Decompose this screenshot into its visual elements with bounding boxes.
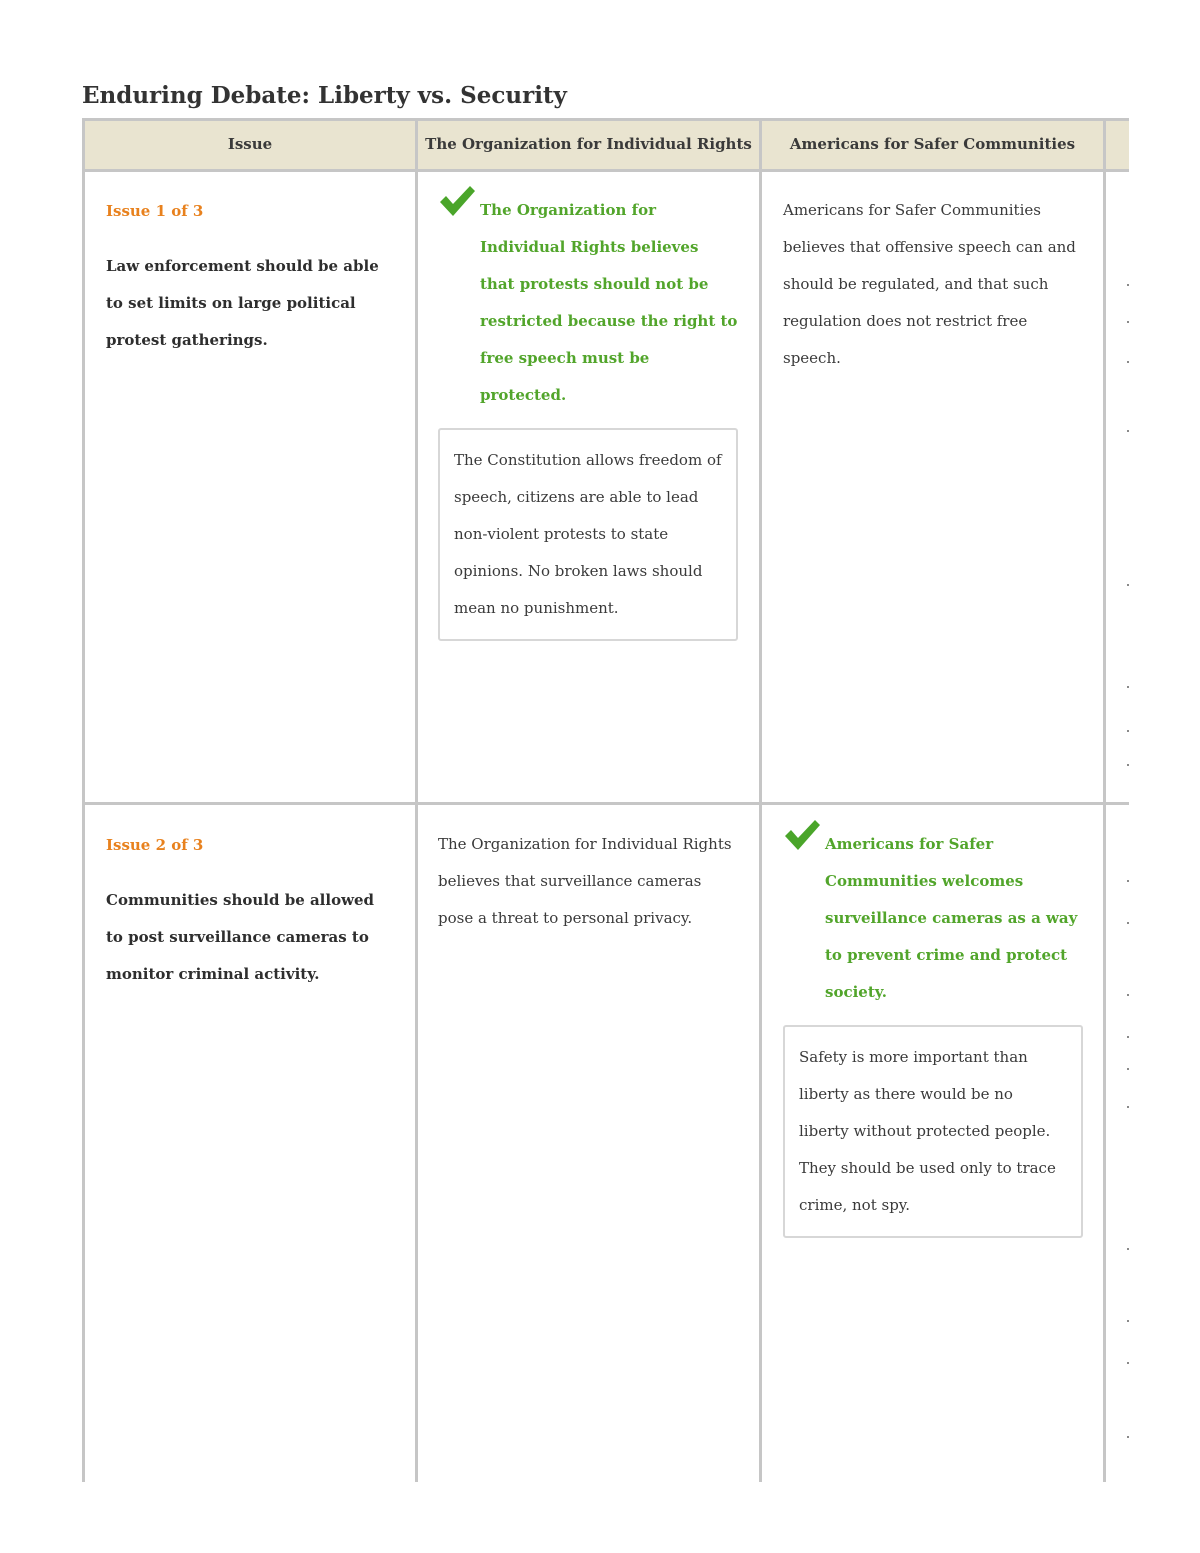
grid-line	[759, 118, 762, 1482]
issue-number: Issue 1 of 3	[106, 202, 204, 220]
header-issue: Issue	[227, 135, 273, 153]
debate-table	[82, 118, 1129, 1482]
cutoff-text-fragment	[1127, 321, 1129, 323]
cutoff-text-fragment	[1127, 1248, 1129, 1250]
cutoff-text-fragment	[1127, 994, 1129, 996]
response-box	[783, 1025, 1083, 1238]
response-text: The Constitution allows freedom of speech, citizens are able to lead non-violent protests to state opinions. No broken laws should mean no punishment.	[454, 451, 722, 617]
grid-line	[82, 118, 85, 1482]
grid-line	[82, 802, 1129, 805]
issue-statement: Law enforcement should be able to set limits on large political protest gatherings.	[106, 257, 379, 349]
position-text: The Organization for Individual Rights believes that surveillance cameras pose a threat to personal privacy.	[438, 835, 732, 927]
grid-line	[415, 118, 418, 1482]
issue-number: Issue 2 of 3	[106, 836, 204, 854]
selected-answer[interactable]	[438, 192, 738, 414]
cutoff-text-fragment	[1127, 1068, 1129, 1070]
cutoff-text-fragment	[1127, 922, 1129, 924]
response-text: Safety is more important than liberty as there would be no liberty without protected people. They should be used only to trace crime, not spy.	[799, 1048, 1056, 1214]
row2-org-cell[interactable]	[438, 826, 738, 937]
cutoff-text-fragment	[1127, 686, 1129, 688]
cutoff-text-fragment	[1127, 584, 1129, 586]
grid-line	[82, 118, 1129, 121]
row2-asc-cell[interactable]	[783, 826, 1083, 1238]
issue-statement: Communities should be allowed to post surveillance cameras to monitor criminal activity.	[106, 891, 375, 983]
cutoff-text-fragment	[1127, 880, 1129, 882]
cutoff-text-fragment	[1127, 730, 1129, 732]
grid-line	[1103, 118, 1106, 1482]
grid-line	[82, 169, 1129, 172]
position-text: Americans for Safer Communities believes that offensive speech can and should be regulated, and that such regulation does not restrict free speech.	[783, 201, 1076, 367]
cutoff-text-fragment	[1127, 361, 1129, 363]
cutoff-text-fragment	[1127, 1106, 1129, 1108]
cutoff-text-fragment	[1127, 764, 1129, 766]
row1-issue-cell	[106, 202, 396, 359]
row2-issue-cell	[106, 836, 396, 993]
cutoff-text-fragment	[1127, 1362, 1129, 1364]
checkmark-icon	[783, 818, 821, 852]
position-text: Americans for Safer Communities welcomes surveillance cameras as a way to prevent crime and protect society.	[825, 835, 1078, 1001]
row1-org-cell[interactable]	[438, 192, 738, 641]
cutoff-text-fragment	[1127, 1436, 1129, 1438]
position-text: The Organization for Individual Rights believes that protests should not be restricted because the right to free speech must be protected.	[480, 201, 738, 404]
page-title: Enduring Debate: Liberty vs. Security	[82, 82, 567, 109]
cutoff-text-fragment	[1127, 284, 1129, 286]
response-box	[438, 428, 738, 641]
cutoff-text-fragment	[1127, 430, 1129, 432]
header-org-individual-rights: The Organization for Individual Rights	[425, 135, 752, 153]
cutoff-text-fragment	[1127, 1036, 1129, 1038]
table-header	[82, 118, 1129, 170]
row1-asc-cell[interactable]	[783, 192, 1079, 377]
header-americans-safer-communities: Americans for Safer Communities	[789, 135, 1076, 153]
cutoff-text-fragment	[1127, 1320, 1129, 1322]
selected-answer[interactable]	[783, 826, 1083, 1011]
checkmark-icon	[438, 184, 476, 218]
